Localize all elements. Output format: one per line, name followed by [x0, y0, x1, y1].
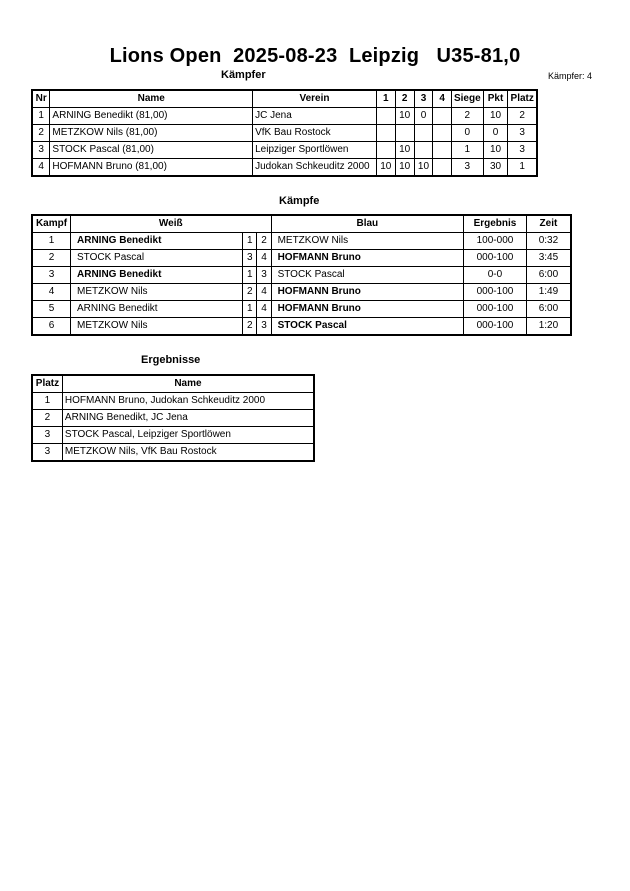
fighter-place: 3 [508, 125, 537, 142]
table-row [32, 125, 537, 142]
fight-white-fighter: METZKOW Nils [71, 318, 243, 336]
fighter-club: Judokan Schkeuditz 2000 [253, 159, 377, 177]
fight-white-nr: 1 [243, 267, 257, 284]
col-name: Name [50, 90, 253, 108]
fighter-round-3: 10 [414, 159, 433, 177]
fighter-round-3: 0 [414, 108, 433, 125]
fight-result: 000-100 [464, 284, 527, 301]
fighters-section-title: Kämpfer [221, 69, 266, 81]
fight-white-nr: 1 [243, 301, 257, 318]
fight-blue-nr: 4 [257, 301, 271, 318]
fight-time: 0:32 [526, 233, 571, 250]
result-name: ARNING Benedikt, JC Jena [62, 410, 314, 427]
col-time: Zeit [526, 215, 571, 233]
fight-white-fighter: ARNING Benedikt [71, 301, 243, 318]
fighters-table [31, 89, 538, 177]
fighter-wins: 2 [451, 108, 483, 125]
fight-blue-fighter: HOFMANN Bruno [271, 284, 464, 301]
table-row [32, 250, 571, 267]
event-date: 2025-08-23 [233, 45, 338, 67]
fighter-name: ARNING Benedikt (81,00) [50, 108, 253, 125]
fight-blue-fighter: HOFMANN Bruno [271, 301, 464, 318]
fighter-round-4 [433, 108, 452, 125]
results-section-title: Ergebnisse [141, 354, 201, 366]
fighter-name: STOCK Pascal (81,00) [50, 142, 253, 159]
fight-white-nr: 2 [243, 284, 257, 301]
result-place: 2 [32, 410, 62, 427]
fighter-name: METZKOW Nils (81,00) [50, 125, 253, 142]
col-name: Name [62, 375, 314, 393]
result-place: 3 [32, 427, 62, 444]
table-row [32, 142, 537, 159]
fighter-club: JC Jena [253, 108, 377, 125]
fight-blue-nr: 3 [257, 318, 271, 336]
event-name: Lions Open [109, 45, 222, 67]
fight-blue-fighter: HOFMANN Bruno [271, 250, 464, 267]
fighter-round-2: 10 [395, 142, 414, 159]
fights-section-title: Kämpfe [279, 195, 320, 207]
fight-number: 2 [32, 250, 71, 267]
col-nr: Nr [32, 90, 50, 108]
table-row [32, 284, 571, 301]
fighter-wins: 3 [451, 159, 483, 177]
fighter-nr: 2 [32, 125, 50, 142]
fighter-round-1 [376, 125, 395, 142]
col-wins: Siege [451, 90, 483, 108]
table-row [32, 393, 314, 410]
fight-blue-nr: 3 [257, 267, 271, 284]
fighter-wins: 1 [451, 142, 483, 159]
fight-time: 6:00 [526, 267, 571, 284]
col-white: Weiß [71, 215, 272, 233]
fight-result: 000-100 [464, 250, 527, 267]
weight-category: U35-81,0 [436, 45, 521, 67]
result-place: 3 [32, 444, 62, 462]
event-city: Leipzig [348, 45, 420, 67]
fighter-round-2: 10 [395, 159, 414, 177]
fighter-place: 3 [508, 142, 537, 159]
results-header-row [32, 375, 314, 393]
fight-number: 4 [32, 284, 71, 301]
fighter-round-2: 10 [395, 108, 414, 125]
fighter-round-1: 10 [376, 159, 395, 177]
fight-result: 100-000 [464, 233, 527, 250]
fighters-header-row [32, 90, 537, 108]
fighter-points: 0 [483, 125, 508, 142]
table-row [32, 444, 314, 462]
fighter-club: VfK Bau Rostock [253, 125, 377, 142]
fight-result: 000-100 [464, 318, 527, 336]
col-round-3: 3 [414, 90, 433, 108]
fight-number: 1 [32, 233, 71, 250]
results-table [31, 374, 315, 462]
result-name: METZKOW Nils, VfK Bau Rostock [62, 444, 314, 462]
col-fight: Kampf [32, 215, 71, 233]
fight-blue-fighter: STOCK Pascal [271, 267, 464, 284]
fighter-nr: 3 [32, 142, 50, 159]
page-title [0, 45, 630, 68]
fight-white-nr: 2 [243, 318, 257, 336]
col-round-2: 2 [395, 90, 414, 108]
fighter-place: 1 [508, 159, 537, 177]
fight-time: 6:00 [526, 301, 571, 318]
fight-white-fighter: ARNING Benedikt [71, 267, 243, 284]
fight-white-fighter: STOCK Pascal [71, 250, 243, 267]
fights-table [31, 214, 572, 336]
fight-time: 1:49 [526, 284, 571, 301]
fighter-club: Leipziger Sportlöwen [253, 142, 377, 159]
fight-number: 6 [32, 318, 71, 336]
result-place: 1 [32, 393, 62, 410]
fight-blue-nr: 4 [257, 284, 271, 301]
fight-blue-fighter: METZKOW Nils [271, 233, 464, 250]
fight-number: 5 [32, 301, 71, 318]
fight-blue-fighter: STOCK Pascal [271, 318, 464, 336]
fighter-wins: 0 [451, 125, 483, 142]
fight-white-nr: 3 [243, 250, 257, 267]
fight-blue-nr: 4 [257, 250, 271, 267]
fighter-round-1 [376, 142, 395, 159]
col-club: Verein [253, 90, 377, 108]
fighter-round-3 [414, 125, 433, 142]
table-row [32, 318, 571, 336]
fight-result: 000-100 [464, 301, 527, 318]
fighter-nr: 1 [32, 108, 50, 125]
fighter-points: 10 [483, 108, 508, 125]
fight-time: 3:45 [526, 250, 571, 267]
col-round-4: 4 [433, 90, 452, 108]
fight-white-nr: 1 [243, 233, 257, 250]
fight-white-fighter: METZKOW Nils [71, 284, 243, 301]
fighter-round-4 [433, 142, 452, 159]
col-place: Platz [508, 90, 537, 108]
table-row [32, 108, 537, 125]
result-name: HOFMANN Bruno, Judokan Schkeuditz 2000 [62, 393, 314, 410]
fighter-round-1 [376, 108, 395, 125]
result-name: STOCK Pascal, Leipziger Sportlöwen [62, 427, 314, 444]
fighter-points: 30 [483, 159, 508, 177]
fighter-place: 2 [508, 108, 537, 125]
fight-blue-nr: 2 [257, 233, 271, 250]
fighter-points: 10 [483, 142, 508, 159]
col-place: Platz [32, 375, 62, 393]
col-blue: Blau [271, 215, 464, 233]
table-row [32, 427, 314, 444]
fight-time: 1:20 [526, 318, 571, 336]
fighter-name: HOFMANN Bruno (81,00) [50, 159, 253, 177]
fight-result: 0-0 [464, 267, 527, 284]
col-points: Pkt [483, 90, 508, 108]
fighter-round-2 [395, 125, 414, 142]
fighter-round-4 [433, 159, 452, 177]
fighter-round-3 [414, 142, 433, 159]
table-row [32, 233, 571, 250]
fighters-count: Kämpfer: 4 [548, 71, 593, 81]
col-result: Ergebnis [464, 215, 527, 233]
fight-white-fighter: ARNING Benedikt [71, 233, 243, 250]
fights-header-row [32, 215, 571, 233]
table-row [32, 301, 571, 318]
fighter-nr: 4 [32, 159, 50, 177]
table-row [32, 267, 571, 284]
fight-number: 3 [32, 267, 71, 284]
table-row [32, 159, 537, 177]
fighter-round-4 [433, 125, 452, 142]
col-round-1: 1 [376, 90, 395, 108]
table-row [32, 410, 314, 427]
